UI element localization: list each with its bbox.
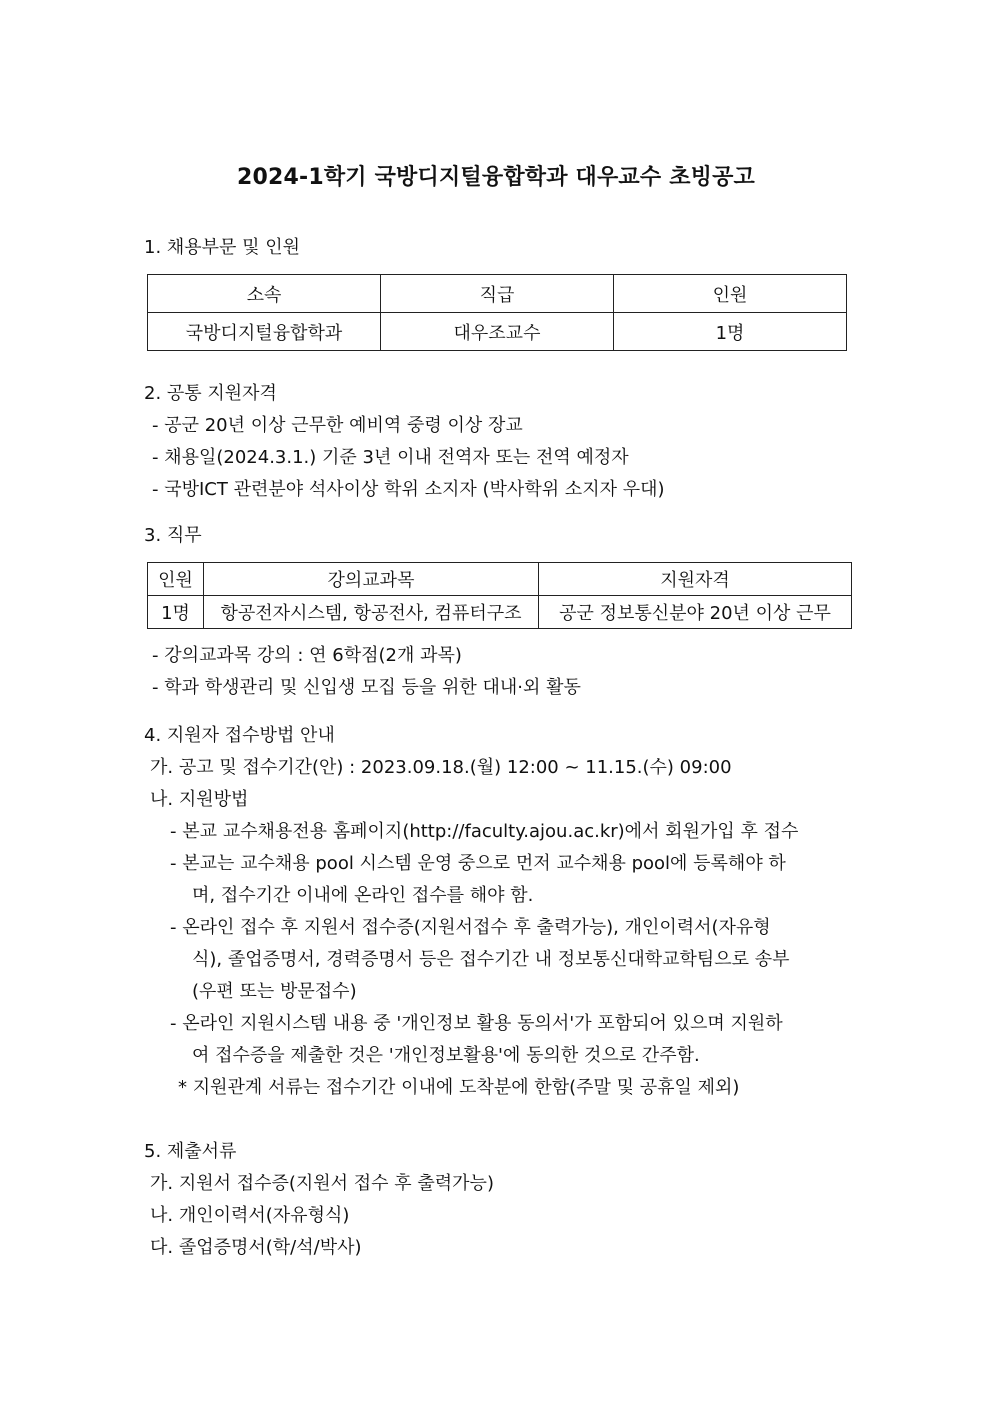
table-cell: 1명 <box>148 596 204 629</box>
table-row <box>148 596 852 629</box>
section1-heading: 1. 채용부문 및 인원 <box>144 237 301 258</box>
section2-heading: 2. 공통 지원자격 <box>144 383 277 404</box>
method-bullet-cont: (우편 또는 방문접수) <box>192 981 357 1002</box>
table-header-cell: 인원 <box>614 275 847 313</box>
method-bullet-cont: 여 접수증을 제출한 것은 '개인정보활용'에 동의한 것으로 간주함. <box>192 1045 700 1066</box>
table-header-row <box>148 563 852 596</box>
table-header-cell: 인원 <box>148 563 204 596</box>
method-heading: 나. 지원방법 <box>150 789 249 810</box>
table-cell: 국방디지털융합학과 <box>148 313 381 351</box>
table-row <box>148 313 847 351</box>
note: * 지원관계 서류는 접수기간 이내에 도착분에 한함(주말 및 공휴일 제외) <box>178 1077 740 1098</box>
list-item: 다. 졸업증명서(학/석/박사) <box>150 1237 362 1258</box>
table-header-cell: 직급 <box>381 275 614 313</box>
list-item: - 국방ICT 관련분야 석사이상 학위 소지자 (박사학위 소지자 우대) <box>152 479 665 500</box>
table-cell: 대우조교수 <box>381 313 614 351</box>
table-cell: 1명 <box>614 313 847 351</box>
method-bullet: - 온라인 지원시스템 내용 중 '개인정보 활용 동의서'가 포함되어 있으며 지원하 <box>170 1013 783 1034</box>
list-item: - 학과 학생관리 및 신입생 모집 등을 위한 대내·외 활동 <box>152 677 581 698</box>
table-cell: 공군 정보통신분야 20년 이상 근무 <box>539 596 852 629</box>
section4-heading: 4. 지원자 접수방법 안내 <box>144 725 335 746</box>
list-item: - 채용일(2024.3.1.) 기준 3년 이내 전역자 또는 전역 예정자 <box>152 447 629 468</box>
method-bullet: - 본교 교수채용전용 홈페이지(http://faculty.ajou.ac.kr)에서 회원가입 후 접수 <box>170 821 799 842</box>
list-item: - 강의교과목 강의 : 연 6학점(2개 과목) <box>152 645 462 666</box>
table-header-cell: 강의교과목 <box>204 563 539 596</box>
list-item: 나. 개인이력서(자유형식) <box>150 1205 350 1226</box>
table-header-row <box>148 275 847 313</box>
method-bullet-cont: 식), 졸업증명서, 경력증명서 등은 접수기간 내 정보통신대학교학팀으로 송부 <box>192 949 790 970</box>
list-item: 가. 지원서 접수증(지원서 접수 후 출력가능) <box>150 1173 494 1194</box>
section3-heading: 3. 직무 <box>144 525 202 546</box>
application-period: 가. 공고 및 접수기간(안) : 2023.09.18.(월) 12:00 ~ 11.15.(수) 09:00 <box>150 757 732 778</box>
duty-table <box>147 562 852 629</box>
method-bullet-cont: 며, 접수기간 이내에 온라인 접수를 해야 함. <box>192 885 534 906</box>
table-header-cell: 소속 <box>148 275 381 313</box>
section5-heading: 5. 제출서류 <box>144 1141 237 1162</box>
page-title: 2024-1학기 국방디지털융합학과 대우교수 초빙공고 <box>236 165 756 190</box>
list-item: - 공군 20년 이상 근무한 예비역 중령 이상 장교 <box>152 415 523 436</box>
method-bullet: - 본교는 교수채용 pool 시스템 운영 중으로 먼저 교수채용 pool에 등록해야 하 <box>170 853 786 874</box>
table-cell: 항공전자시스템, 항공전사, 컴퓨터구조 <box>204 596 539 629</box>
recruitment-table <box>147 274 847 351</box>
method-bullet: - 온라인 접수 후 지원서 접수증(지원서접수 후 출력가능), 개인이력서(자유형 <box>170 917 771 938</box>
table-header-cell: 지원자격 <box>539 563 852 596</box>
